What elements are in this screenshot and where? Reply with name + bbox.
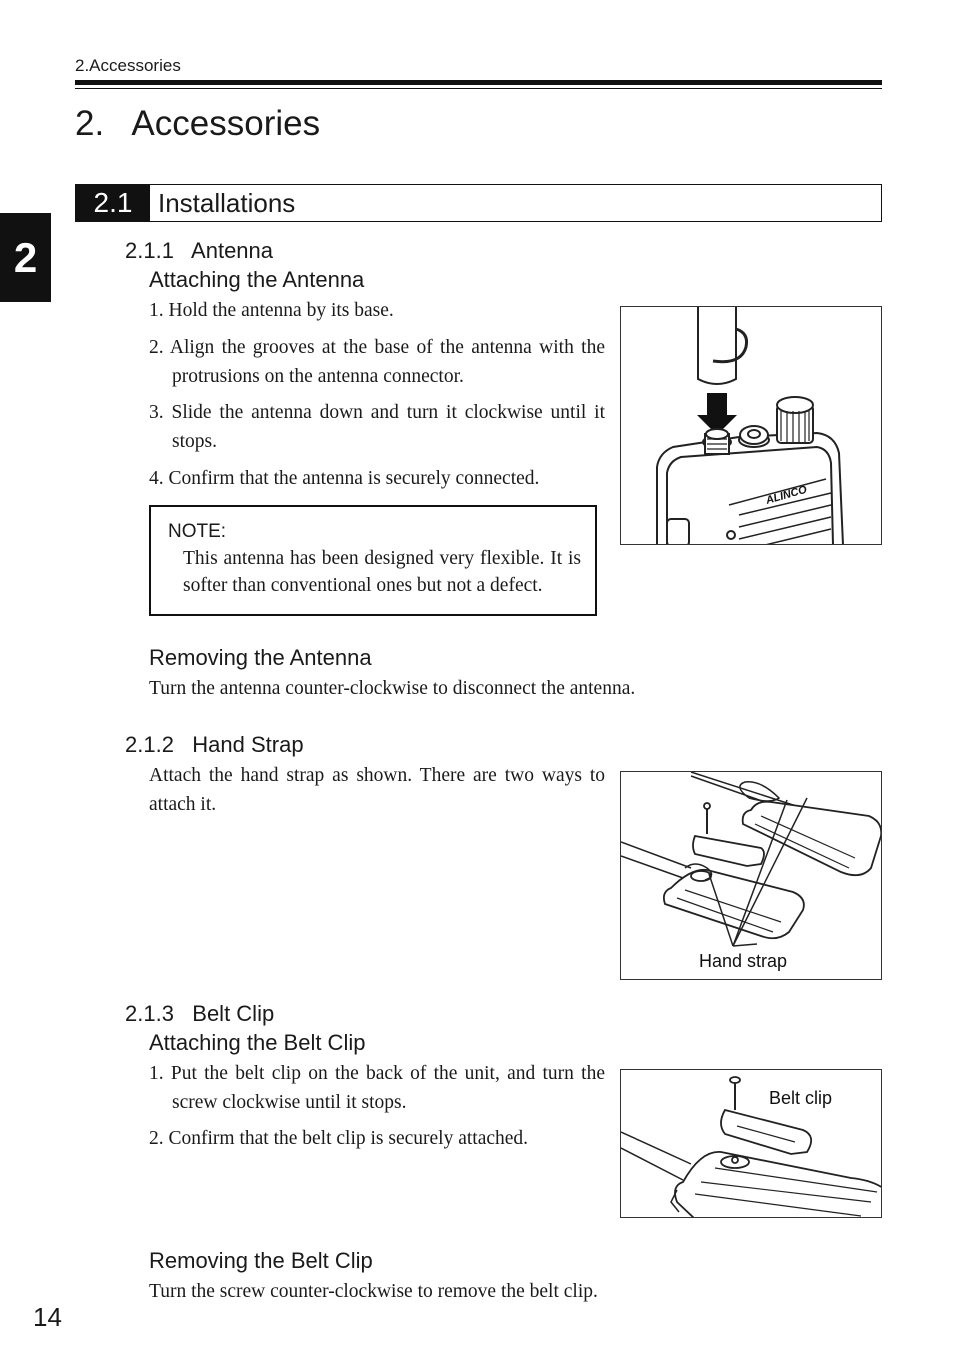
belt-clip-figure <box>620 1069 882 1218</box>
attach-antenna-heading: Attaching the Antenna <box>149 267 365 292</box>
section-number: 2.1 <box>76 185 150 221</box>
page-number: 14 <box>33 1302 62 1332</box>
remove-antenna-text: Turn the antenna counter-clockwise to disconnect the antenna. <box>149 678 636 699</box>
antenna-figure <box>620 306 882 545</box>
note-box <box>149 505 597 616</box>
hand-strap-text: Attach the hand strap as shown. There are two ways to attach it. <box>149 765 605 815</box>
running-head: 2.Accessories <box>75 56 181 75</box>
antenna-step-3: 3. Slide the antenna down and turn it clockwise until it stops. <box>149 402 605 452</box>
belt-clip-label: Belt clip <box>769 1088 833 1108</box>
antenna-step-4: 4. Confirm that the antenna is securely connected. <box>149 468 540 489</box>
antenna-illustration <box>621 307 882 545</box>
antenna-heading: 2.1.1 Antenna <box>125 238 274 263</box>
hand-strap-illustration <box>621 772 882 980</box>
antenna-step-1: 1. Hold the antenna by its base. <box>149 300 394 321</box>
attach-belt-clip-heading: Attaching the Belt Clip <box>149 1030 366 1055</box>
remove-belt-clip-text: Turn the screw counter-clockwise to remove the belt clip. <box>149 1281 598 1302</box>
header-rule-thick <box>75 80 882 85</box>
remove-antenna-heading: Removing the Antenna <box>149 645 372 670</box>
belt-clip-step-1: 1. Put the belt clip on the back of the unit, and turn the screw clockwise until it stops. <box>149 1063 605 1113</box>
hand-strap-label: Hand strap <box>699 951 788 971</box>
hand-strap-figure <box>620 771 882 980</box>
belt-clip-illustration <box>621 1070 882 1218</box>
remove-belt-clip-heading: Removing the Belt Clip <box>149 1248 373 1273</box>
note-title: NOTE: <box>168 521 227 542</box>
section-title: Installations <box>158 188 296 218</box>
antenna-step-2: 2. Align the grooves at the base of the antenna with the protrusions on the antenna connector. <box>149 337 605 387</box>
note-text: This antenna has been designed very flexible. It is softer than conventional ones but not a defect. <box>183 548 581 596</box>
hand-strap-heading: 2.1.2 Hand Strap <box>125 732 304 757</box>
belt-clip-step-2: 2. Confirm that the belt clip is securely attached. <box>149 1128 529 1149</box>
chapter-title: 2. Accessories <box>75 104 321 143</box>
header-rule-thin <box>75 88 882 89</box>
belt-clip-heading: 2.1.3 Belt Clip <box>125 1001 275 1026</box>
chapter-tab: 2 <box>0 213 51 302</box>
alinco-logo: ALINCO <box>764 483 809 507</box>
section-header <box>75 184 882 222</box>
